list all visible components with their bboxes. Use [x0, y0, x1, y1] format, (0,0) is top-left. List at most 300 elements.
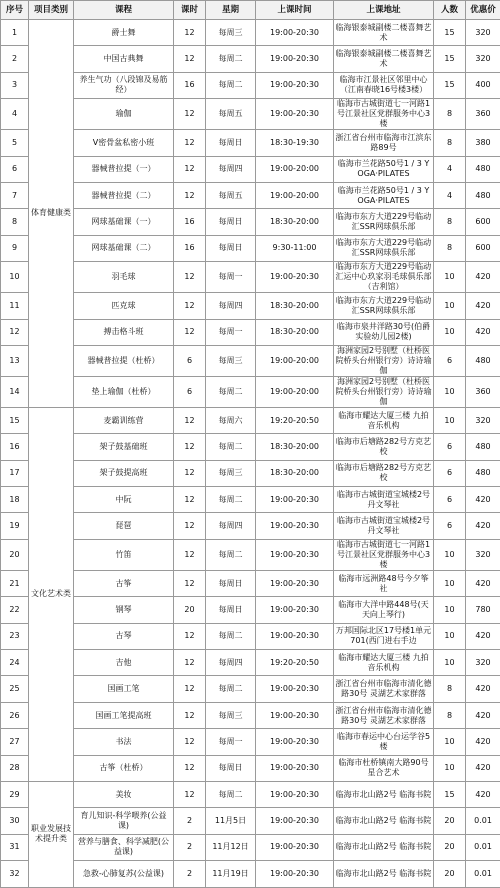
cell-address: 临海市北山路2号 临海书院	[334, 808, 434, 834]
cell-course: 器械普拉提（杜桥）	[74, 345, 174, 376]
table-body	[1, 20, 500, 888]
cell-price: 420	[466, 781, 500, 807]
cell-time: 19:00-20:00	[256, 376, 334, 407]
cell-course: 古琴	[74, 623, 174, 649]
cell-course: 营养与膳食、科学减肥(公益课)	[74, 834, 174, 860]
table-row	[1, 834, 500, 860]
cell-lessons: 6	[174, 345, 206, 376]
cell-weekday: 每周一	[206, 319, 256, 345]
cell-address: 临海市大洋中路448号(天天向上琴行)	[334, 597, 434, 623]
table-row	[1, 46, 500, 72]
cell-price: 320	[466, 539, 500, 570]
cell-weekday: 每周二	[206, 623, 256, 649]
cell-capacity: 20	[434, 834, 466, 860]
table-row	[1, 293, 500, 319]
cell-time: 19:00-20:00	[256, 345, 334, 376]
cell-capacity: 10	[434, 650, 466, 676]
table-row	[1, 676, 500, 702]
cell-course: 养生气功（八段锦及易筋经）	[74, 72, 174, 98]
cell-lessons: 12	[174, 407, 206, 433]
cell-time: 19:00-20:30	[256, 46, 334, 72]
cell-index: 13	[1, 345, 29, 376]
cell-index: 23	[1, 623, 29, 649]
cell-capacity: 10	[434, 319, 466, 345]
table-row	[1, 407, 500, 433]
cell-time: 19:00-20:30	[256, 755, 334, 781]
table-row	[1, 650, 500, 676]
cell-time: 19:00-20:30	[256, 72, 334, 98]
table-row	[1, 345, 500, 376]
cell-time: 19:00-20:30	[256, 808, 334, 834]
cell-address: 海洲家园2号别墅（杜桥医院桥头台州银行旁）诗诗瑜伽	[334, 376, 434, 407]
cell-lessons: 12	[174, 650, 206, 676]
cell-capacity: 6	[434, 487, 466, 513]
cell-time: 9:30-11:00	[256, 235, 334, 261]
table-row	[1, 72, 500, 98]
cell-price: 480	[466, 460, 500, 486]
cell-course: 器械普拉提（一）	[74, 156, 174, 182]
cell-address: 临海市耀达大厦三楼 九拍音乐机构	[334, 407, 434, 433]
cell-address: 临海市北山路2号 临海书院	[334, 834, 434, 860]
table-row	[1, 182, 500, 208]
table-row	[1, 861, 500, 887]
cell-time: 19:00-20:30	[256, 262, 334, 293]
cell-address: 海洲家园2号别墅（杜桥医院桥头台州银行旁）诗诗瑜伽	[334, 345, 434, 376]
cell-time: 18:30-19:30	[256, 130, 334, 156]
cell-weekday: 每周二	[206, 72, 256, 98]
cell-course: 国画工笔	[74, 676, 174, 702]
cell-capacity: 10	[434, 570, 466, 596]
cell-index: 2	[1, 46, 29, 72]
cell-time: 19:20-20:50	[256, 650, 334, 676]
cell-price: 420	[466, 755, 500, 781]
cell-weekday: 每周三	[206, 20, 256, 46]
cell-category: 体育健康类	[29, 20, 74, 408]
cell-price: 0.01	[466, 861, 500, 887]
cell-index: 3	[1, 72, 29, 98]
table-row	[1, 460, 500, 486]
cell-address: 浙江省台州市临海市江滨东路89号	[334, 130, 434, 156]
cell-address: 临海市古城街道宝城楼2号丹文琴社	[334, 487, 434, 513]
cell-lessons: 12	[174, 130, 206, 156]
cell-weekday: 每周日	[206, 755, 256, 781]
cell-weekday: 每周日	[206, 209, 256, 235]
cell-time: 19:00-20:00	[256, 156, 334, 182]
table-row	[1, 781, 500, 807]
table-row	[1, 808, 500, 834]
cell-index: 16	[1, 434, 29, 460]
cell-price: 360	[466, 99, 500, 130]
cell-weekday: 每周六	[206, 407, 256, 433]
cell-time: 19:00-20:30	[256, 487, 334, 513]
table-row	[1, 487, 500, 513]
cell-index: 6	[1, 156, 29, 182]
cell-lessons: 12	[174, 434, 206, 460]
cell-lessons: 12	[174, 513, 206, 539]
cell-address: 临海市东方大道229号临动汇SSR网球俱乐部	[334, 293, 434, 319]
table-row	[1, 755, 500, 781]
table-row	[1, 209, 500, 235]
cell-capacity: 10	[434, 623, 466, 649]
cell-price: 420	[466, 623, 500, 649]
cell-address: 临海市北山路2号 临海书院	[334, 861, 434, 887]
cell-lessons: 12	[174, 702, 206, 728]
cell-weekday: 每周三	[206, 702, 256, 728]
cell-capacity: 8	[434, 99, 466, 130]
cell-weekday: 每周四	[206, 156, 256, 182]
header-course: 课程	[74, 1, 174, 20]
cell-weekday: 每周四	[206, 650, 256, 676]
cell-time: 19:00-20:30	[256, 676, 334, 702]
header-row	[1, 1, 500, 20]
cell-time: 19:00-20:00	[256, 182, 334, 208]
cell-course: 网球基础课（一）	[74, 209, 174, 235]
cell-lessons: 20	[174, 597, 206, 623]
cell-lessons: 12	[174, 460, 206, 486]
cell-lessons: 16	[174, 209, 206, 235]
cell-lessons: 12	[174, 729, 206, 755]
cell-lessons: 2	[174, 834, 206, 860]
cell-time: 19:00-20:30	[256, 570, 334, 596]
cell-course: 网球基础课（二）	[74, 235, 174, 261]
header-lessons: 课时	[174, 1, 206, 20]
cell-course: 瑜伽	[74, 99, 174, 130]
cell-index: 32	[1, 861, 29, 887]
cell-weekday: 每周日	[206, 570, 256, 596]
header-time: 上课时间	[256, 1, 334, 20]
cell-price: 480	[466, 182, 500, 208]
cell-index: 25	[1, 676, 29, 702]
cell-lessons: 12	[174, 20, 206, 46]
cell-price: 420	[466, 729, 500, 755]
cell-weekday: 每周二	[206, 487, 256, 513]
cell-weekday: 每周四	[206, 513, 256, 539]
cell-index: 8	[1, 209, 29, 235]
cell-weekday: 每周三	[206, 460, 256, 486]
cell-time: 19:00-20:30	[256, 20, 334, 46]
cell-capacity: 10	[434, 539, 466, 570]
cell-capacity: 6	[434, 513, 466, 539]
cell-course: 羽毛球	[74, 262, 174, 293]
cell-price: 600	[466, 209, 500, 235]
cell-time: 19:00-20:30	[256, 834, 334, 860]
cell-weekday: 11月12日	[206, 834, 256, 860]
cell-lessons: 12	[174, 676, 206, 702]
cell-price: 320	[466, 650, 500, 676]
cell-lessons: 12	[174, 623, 206, 649]
cell-price: 320	[466, 407, 500, 433]
table-row	[1, 319, 500, 345]
cell-course: 钢琴	[74, 597, 174, 623]
cell-weekday: 11月5日	[206, 808, 256, 834]
cell-lessons: 6	[174, 376, 206, 407]
table-row	[1, 262, 500, 293]
table-row	[1, 702, 500, 728]
cell-price: 320	[466, 46, 500, 72]
cell-price: 360	[466, 376, 500, 407]
cell-capacity: 10	[434, 729, 466, 755]
cell-time: 19:00-20:30	[256, 861, 334, 887]
cell-index: 12	[1, 319, 29, 345]
header-category: 项目类别	[29, 1, 74, 20]
cell-capacity: 10	[434, 262, 466, 293]
cell-address: 临海市古城街道七一河路1号江景社区党群服务中心3楼	[334, 99, 434, 130]
cell-capacity: 15	[434, 72, 466, 98]
cell-time: 19:00-20:30	[256, 597, 334, 623]
cell-price: 320	[466, 20, 500, 46]
cell-address: 浙江省台州市临海市清化德路30号 灵湖艺术家群落	[334, 676, 434, 702]
cell-course: 架子鼓提高班	[74, 460, 174, 486]
cell-weekday: 每周四	[206, 293, 256, 319]
cell-time: 19:00-20:30	[256, 781, 334, 807]
cell-index: 24	[1, 650, 29, 676]
cell-course: 器械普拉提（二）	[74, 182, 174, 208]
cell-lessons: 12	[174, 156, 206, 182]
table-row	[1, 376, 500, 407]
cell-weekday: 每周一	[206, 262, 256, 293]
cell-time: 19:00-20:30	[256, 539, 334, 570]
cell-index: 30	[1, 808, 29, 834]
cell-category: 文化艺术类	[29, 407, 74, 781]
cell-course: 麦霸训练营	[74, 407, 174, 433]
cell-capacity: 6	[434, 434, 466, 460]
cell-address: 浙江省台州市临海市清化德路30号 灵湖艺术家群落	[334, 702, 434, 728]
cell-index: 9	[1, 235, 29, 261]
cell-index: 27	[1, 729, 29, 755]
cell-address: 临海市耀达大厦三楼 九拍音乐机构	[334, 650, 434, 676]
cell-address: 临海银泰城副楼二楼喜舞艺术	[334, 20, 434, 46]
cell-index: 4	[1, 99, 29, 130]
cell-course: 国画工笔提高班	[74, 702, 174, 728]
cell-index: 15	[1, 407, 29, 433]
cell-course: 架子鼓基础班	[74, 434, 174, 460]
cell-capacity: 6	[434, 345, 466, 376]
cell-address: 临海市古城街道宝城楼2号丹文琴社	[334, 513, 434, 539]
cell-address: 临海市兰花路50号1 / 3 YOGA·PILATES	[334, 156, 434, 182]
cell-capacity: 10	[434, 376, 466, 407]
cell-index: 29	[1, 781, 29, 807]
cell-lessons: 12	[174, 781, 206, 807]
cell-capacity: 15	[434, 46, 466, 72]
cell-lessons: 12	[174, 755, 206, 781]
cell-index: 19	[1, 513, 29, 539]
cell-course: 中国古典舞	[74, 46, 174, 72]
table-row	[1, 729, 500, 755]
cell-capacity: 4	[434, 182, 466, 208]
cell-time: 18:30-20:00	[256, 460, 334, 486]
cell-price: 600	[466, 235, 500, 261]
cell-price: 0.01	[466, 834, 500, 860]
cell-weekday: 每周二	[206, 434, 256, 460]
table-row	[1, 235, 500, 261]
cell-address: 临海市古城街道七一河路1号江景社区党群服务中心3楼	[334, 539, 434, 570]
cell-lessons: 2	[174, 861, 206, 887]
cell-price: 480	[466, 345, 500, 376]
cell-capacity: 10	[434, 407, 466, 433]
cell-address: 临海市兰花路50号1 / 3 YOGA·PILATES	[334, 182, 434, 208]
cell-index: 14	[1, 376, 29, 407]
cell-capacity: 4	[434, 156, 466, 182]
cell-capacity: 8	[434, 702, 466, 728]
cell-address: 临海市后塘路282号方克艺校	[334, 434, 434, 460]
cell-index: 21	[1, 570, 29, 596]
cell-course: 吉他	[74, 650, 174, 676]
cell-price: 420	[466, 513, 500, 539]
cell-course: 古筝（杜桥）	[74, 755, 174, 781]
cell-lessons: 16	[174, 72, 206, 98]
cell-index: 20	[1, 539, 29, 570]
cell-price: 480	[466, 434, 500, 460]
cell-lessons: 12	[174, 570, 206, 596]
cell-lessons: 12	[174, 293, 206, 319]
cell-index: 10	[1, 262, 29, 293]
cell-price: 420	[466, 487, 500, 513]
cell-index: 7	[1, 182, 29, 208]
cell-lessons: 16	[174, 235, 206, 261]
cell-weekday: 每周五	[206, 99, 256, 130]
cell-address: 临海银泰城副楼二楼喜舞艺术	[334, 46, 434, 72]
cell-address: 临海市杜桥镇南大路90号星合艺术	[334, 755, 434, 781]
header-address: 上课地址	[334, 1, 434, 20]
cell-address: 万邦国际北区17号楼1单元701(西门进右手边	[334, 623, 434, 649]
cell-time: 18:30-20:00	[256, 434, 334, 460]
cell-address: 临海市江景社区邻里中心（江南春晓16号楼3楼）	[334, 72, 434, 98]
cell-price: 420	[466, 676, 500, 702]
cell-course: 垫上瑜伽（杜桥）	[74, 376, 174, 407]
cell-weekday: 每周五	[206, 182, 256, 208]
cell-weekday: 每周日	[206, 130, 256, 156]
cell-time: 19:00-20:30	[256, 729, 334, 755]
cell-time: 18:30-20:00	[256, 319, 334, 345]
table-row	[1, 570, 500, 596]
cell-time: 18:30-20:00	[256, 209, 334, 235]
cell-weekday: 11月19日	[206, 861, 256, 887]
cell-address: 临海市春运中心台运学谷5楼	[334, 729, 434, 755]
cell-lessons: 12	[174, 539, 206, 570]
cell-capacity: 6	[434, 460, 466, 486]
cell-capacity: 10	[434, 293, 466, 319]
cell-lessons: 12	[174, 262, 206, 293]
header-price: 优惠价	[466, 1, 500, 20]
table-row	[1, 130, 500, 156]
cell-capacity: 8	[434, 676, 466, 702]
cell-weekday: 每周日	[206, 597, 256, 623]
cell-category: 职业发展技术提升类	[29, 781, 74, 887]
cell-index: 31	[1, 834, 29, 860]
cell-course: 竹笛	[74, 539, 174, 570]
cell-address: 临海市泉井洋路30号(伯爵实验幼儿园2楼)	[334, 319, 434, 345]
cell-index: 22	[1, 597, 29, 623]
cell-address: 临海市东方大道229号临动汇运中心玖家羽毛球俱乐部（吉利馆）	[334, 262, 434, 293]
cell-weekday: 每周二	[206, 781, 256, 807]
cell-lessons: 12	[174, 46, 206, 72]
cell-price: 0.01	[466, 808, 500, 834]
cell-course: V密骨盆私密小班	[74, 130, 174, 156]
cell-time: 19:00-20:30	[256, 623, 334, 649]
cell-price: 420	[466, 293, 500, 319]
cell-weekday: 每周日	[206, 235, 256, 261]
cell-course: 急救-心肺复苏(公益课)	[74, 861, 174, 887]
cell-capacity: 20	[434, 808, 466, 834]
table-row	[1, 156, 500, 182]
cell-course: 书法	[74, 729, 174, 755]
cell-address: 临海市东方大道229号临动汇SSR网球俱乐部	[334, 209, 434, 235]
table-row	[1, 20, 500, 46]
cell-capacity: 8	[434, 235, 466, 261]
cell-address: 临海市远洲路48号今夕筝社	[334, 570, 434, 596]
cell-index: 18	[1, 487, 29, 513]
cell-course: 爵士舞	[74, 20, 174, 46]
cell-price: 420	[466, 702, 500, 728]
table-row	[1, 623, 500, 649]
cell-index: 5	[1, 130, 29, 156]
cell-price: 480	[466, 156, 500, 182]
cell-index: 28	[1, 755, 29, 781]
cell-lessons: 12	[174, 319, 206, 345]
cell-time: 19:20-20:50	[256, 407, 334, 433]
cell-weekday: 每周二	[206, 676, 256, 702]
cell-weekday: 每周二	[206, 376, 256, 407]
cell-index: 17	[1, 460, 29, 486]
cell-address: 临海市北山路2号 临海书院	[334, 781, 434, 807]
cell-index: 26	[1, 702, 29, 728]
cell-weekday: 每周一	[206, 729, 256, 755]
cell-lessons: 2	[174, 808, 206, 834]
cell-price: 420	[466, 262, 500, 293]
cell-course: 琵琶	[74, 513, 174, 539]
header-capacity: 人数	[434, 1, 466, 20]
cell-price: 400	[466, 72, 500, 98]
cell-capacity: 10	[434, 755, 466, 781]
cell-capacity: 8	[434, 209, 466, 235]
cell-price: 780	[466, 597, 500, 623]
cell-capacity: 15	[434, 20, 466, 46]
cell-index: 11	[1, 293, 29, 319]
cell-index: 1	[1, 20, 29, 46]
table-row	[1, 513, 500, 539]
cell-price: 420	[466, 570, 500, 596]
cell-time: 18:30-20:00	[256, 293, 334, 319]
cell-address: 临海市东方大道229号临动汇SSR网球俱乐部	[334, 235, 434, 261]
cell-capacity: 20	[434, 861, 466, 887]
cell-time: 19:00-20:30	[256, 513, 334, 539]
cell-course: 美妆	[74, 781, 174, 807]
cell-lessons: 12	[174, 182, 206, 208]
cell-course: 育儿知识-科学喂养(公益课)	[74, 808, 174, 834]
header-index: 序号	[1, 1, 29, 20]
cell-course: 搏击格斗班	[74, 319, 174, 345]
table-row	[1, 597, 500, 623]
header-weekday: 星期	[206, 1, 256, 20]
cell-time: 19:00-20:30	[256, 702, 334, 728]
cell-course: 匹克球	[74, 293, 174, 319]
cell-lessons: 12	[174, 99, 206, 130]
cell-weekday: 每周二	[206, 46, 256, 72]
cell-capacity: 8	[434, 130, 466, 156]
cell-weekday: 每周二	[206, 539, 256, 570]
cell-course: 中阮	[74, 487, 174, 513]
table-row	[1, 99, 500, 130]
cell-price: 380	[466, 130, 500, 156]
cell-price: 420	[466, 319, 500, 345]
cell-lessons: 12	[174, 487, 206, 513]
table-row	[1, 434, 500, 460]
cell-course: 古筝	[74, 570, 174, 596]
cell-time: 19:00-20:30	[256, 99, 334, 130]
cell-weekday: 每周三	[206, 345, 256, 376]
cell-capacity: 15	[434, 781, 466, 807]
cell-address: 临海市后塘路282号方克艺校	[334, 460, 434, 486]
